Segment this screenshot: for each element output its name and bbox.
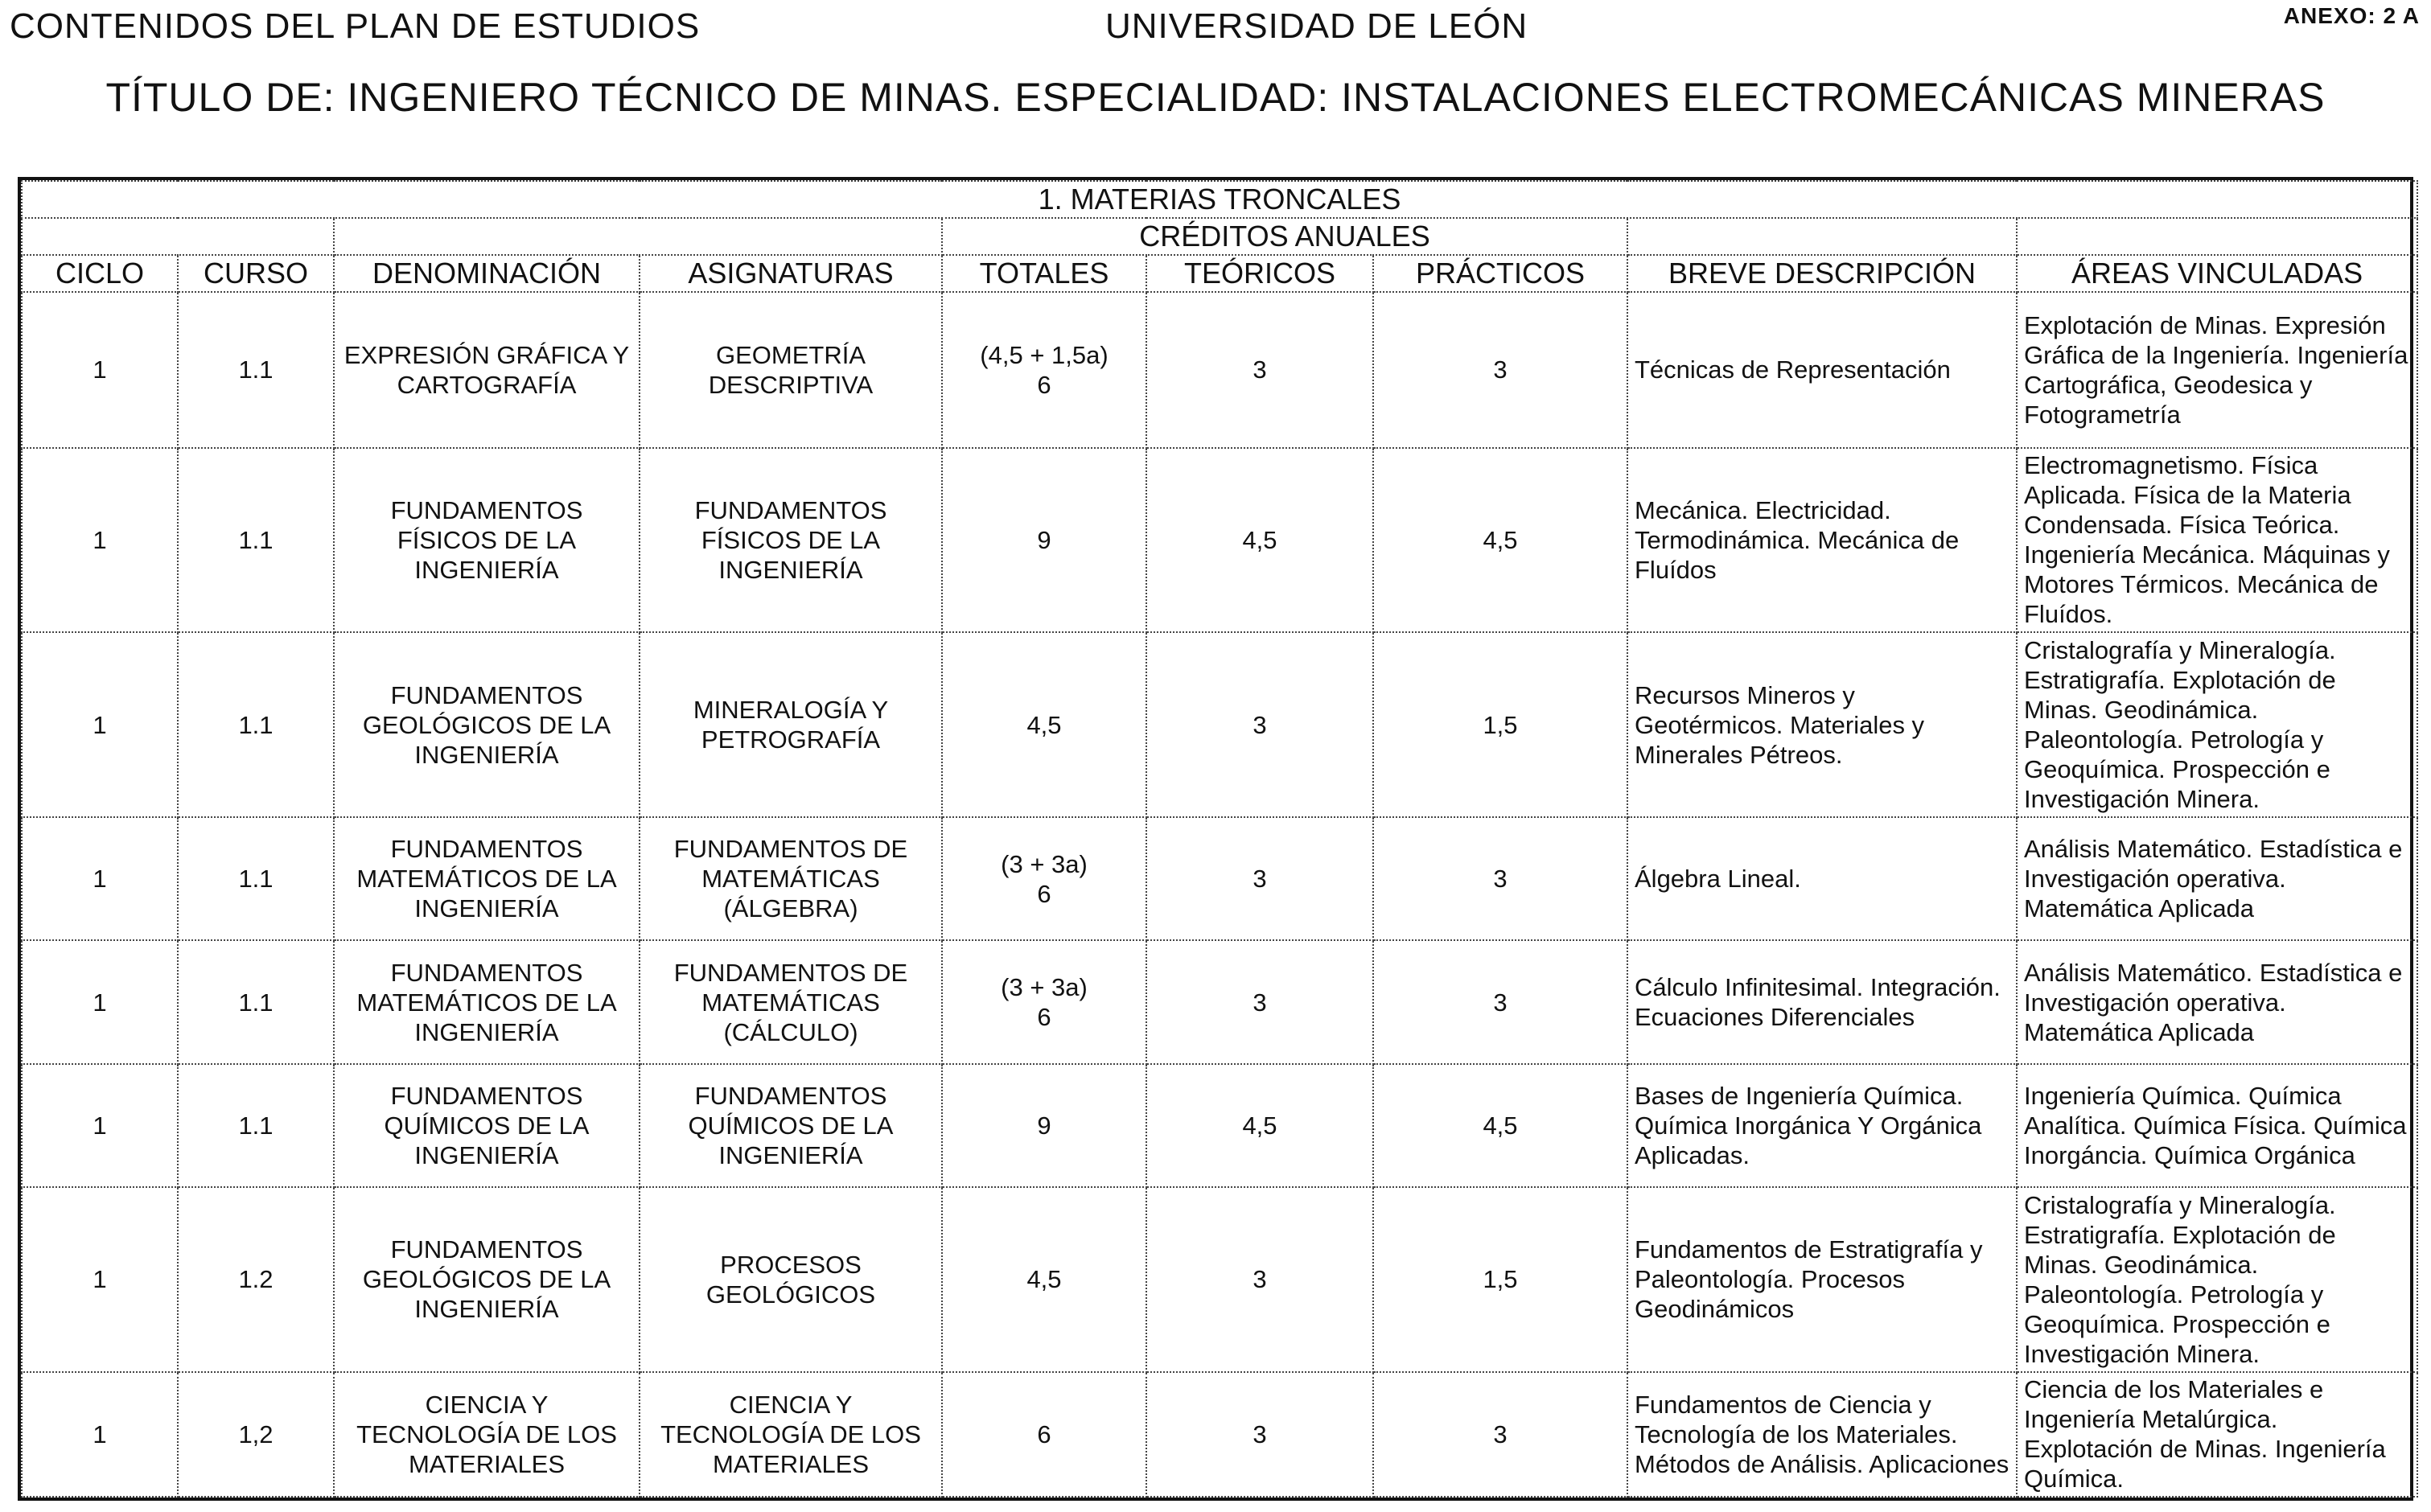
- ciclo-cell: 1: [22, 940, 178, 1063]
- degree-title: TÍTULO DE: INGENIERO TÉCNICO DE MINAS. ESPECIALIDAD: INSTALACIONES ELECTROMECÁNICAS MINERAS: [105, 75, 2326, 120]
- asignatura-cell: FUNDAMENTOS FÍSICOS DE LA INGENIERÍA: [640, 448, 942, 633]
- teoricos-cell: 3: [1146, 292, 1373, 448]
- ciclo-cell: 1: [22, 1187, 178, 1372]
- teoricos-cell: 4,5: [1146, 1064, 1373, 1187]
- col-header-denominacion: DENOMINACIÓN: [334, 255, 640, 292]
- asignatura-cell: CIENCIA Y TECNOLOGÍA DE LOS MATERIALES: [640, 1372, 942, 1497]
- descripcion-cell: Bases de Ingeniería Química. Química Inorgánica Y Orgánica Aplicadas.: [1627, 1064, 2017, 1187]
- totales-line-1: (3 + 3a): [1001, 973, 1088, 1002]
- curso-cell: 1,2: [178, 1372, 334, 1497]
- curso-cell: 1.1: [178, 817, 334, 940]
- totales-cell: [942, 632, 1146, 817]
- totales-cell: [942, 1064, 1146, 1187]
- col-header-descripcion: BREVE DESCRIPCIÓN: [1627, 255, 2017, 292]
- curriculum-table: [21, 180, 2418, 1498]
- asignatura-cell: FUNDAMENTOS DE MATEMÁTICAS (CÁLCULO): [640, 940, 942, 1063]
- teoricos-cell: 4,5: [1146, 448, 1373, 633]
- table-row: [22, 940, 2417, 1063]
- table-row: [22, 1372, 2417, 1497]
- denominacion-cell: FUNDAMENTOS MATEMÁTICOS DE LA INGENIERÍA: [334, 940, 640, 1063]
- practicos-cell: 3: [1373, 940, 1627, 1063]
- areas-cell: Ingeniería Química. Química Analítica. Química Física. Química Inorgáncia. Química Orgánica: [2017, 1064, 2417, 1187]
- denominacion-cell: EXPRESIÓN GRÁFICA Y CARTOGRAFÍA: [334, 292, 640, 448]
- ciclo-cell: 1: [22, 1064, 178, 1187]
- table-row: [22, 292, 2417, 448]
- blank-cell: [2017, 218, 2417, 255]
- asignatura-cell: FUNDAMENTOS QUÍMICOS DE LA INGENIERÍA: [640, 1064, 942, 1187]
- asignatura-cell: PROCESOS GEOLÓGICOS: [640, 1187, 942, 1372]
- practicos-cell: 1,5: [1373, 632, 1627, 817]
- areas-cell: Cristalografía y Mineralogía. Estratigrafía. Explotación de Minas. Geodinámica. Paleontología. Petrología y Geoquímica. Prospección e Investigación Minera.: [2017, 1187, 2417, 1372]
- practicos-cell: 4,5: [1373, 448, 1627, 633]
- totales-cell: [942, 292, 1146, 448]
- descripcion-cell: Recursos Mineros y Geotérmicos. Materiales y Minerales Pétreos.: [1627, 632, 2017, 817]
- col-header-practicos: PRÁCTICOS: [1373, 255, 1627, 292]
- curriculum-table-frame: [18, 177, 2413, 1501]
- ciclo-cell: 1: [22, 292, 178, 448]
- areas-cell: Cristalografía y Mineralogía. Estratigrafía. Explotación de Minas. Geodinámica. Paleontología. Petrología y Geoquímica. Prospección e Investigación Minera.: [2017, 632, 2417, 817]
- col-header-totales: TOTALES: [942, 255, 1146, 292]
- col-header-areas: ÁREAS VINCULADAS: [2017, 255, 2417, 292]
- asignatura-cell: MINERALOGÍA Y PETROGRAFÍA: [640, 632, 942, 817]
- blank-cell: [22, 218, 334, 255]
- blank-cell: [1627, 218, 2017, 255]
- table-row: [22, 817, 2417, 940]
- denominacion-cell: FUNDAMENTOS QUÍMICOS DE LA INGENIERÍA: [334, 1064, 640, 1187]
- descripcion-cell: Fundamentos de Estratigrafía y Paleontología. Procesos Geodinámicos: [1627, 1187, 2017, 1372]
- col-header-curso: CURSO: [178, 255, 334, 292]
- ciclo-cell: 1: [22, 448, 178, 633]
- totales-line-1: 4,5: [1026, 710, 1062, 739]
- totales-line-1: (4,5 + 1,5a): [980, 340, 1109, 369]
- teoricos-cell: 3: [1146, 1372, 1373, 1497]
- practicos-cell: 1,5: [1373, 1187, 1627, 1372]
- curso-cell: 1.1: [178, 1064, 334, 1187]
- blank-cell: [334, 218, 942, 255]
- curso-cell: 1.1: [178, 940, 334, 1063]
- areas-cell: Análisis Matemático. Estadística e Investigación operativa. Matemática Aplicada: [2017, 940, 2417, 1063]
- denominacion-cell: FUNDAMENTOS GEOLÓGICOS DE LA INGENIERÍA: [334, 1187, 640, 1372]
- section-row: [22, 181, 2417, 218]
- descripcion-cell: Fundamentos de Ciencia y Tecnología de los Materiales. Métodos de Análisis. Aplicaciones: [1627, 1372, 2017, 1497]
- totales-cell: [942, 940, 1146, 1063]
- totales-line-1: 9: [1037, 525, 1051, 554]
- denominacion-cell: FUNDAMENTOS GEOLÓGICOS DE LA INGENIERÍA: [334, 632, 640, 817]
- descripcion-cell: Cálculo Infinitesimal. Integración. Ecuaciones Diferenciales: [1627, 940, 2017, 1063]
- asignatura-cell: GEOMETRÍA DESCRIPTIVA: [640, 292, 942, 448]
- practicos-cell: 4,5: [1373, 1064, 1627, 1187]
- col-header-ciclo: CICLO: [22, 255, 178, 292]
- teoricos-cell: 3: [1146, 1187, 1373, 1372]
- totales-line-1: 6: [1037, 1420, 1051, 1448]
- descripcion-cell: Mecánica. Electricidad. Termodinámica. Mecánica de Fluídos: [1627, 448, 2017, 633]
- curso-cell: 1.1: [178, 632, 334, 817]
- table-row: [22, 1187, 2417, 1372]
- totales-cell: [942, 1187, 1146, 1372]
- descripcion-cell: Técnicas de Representación: [1627, 292, 2017, 448]
- table-row: [22, 448, 2417, 633]
- descripcion-cell: Álgebra Lineal.: [1627, 817, 2017, 940]
- practicos-cell: 3: [1373, 817, 1627, 940]
- column-header-row: [22, 255, 2417, 292]
- areas-cell: Electromagnetismo. Física Aplicada. Física de la Materia Condensada. Física Teórica. Ingeniería Mecánica. Máquinas y Motores Térmicos. Mecánica de Fluídos.: [2017, 448, 2417, 633]
- curso-cell: 1.1: [178, 292, 334, 448]
- totales-cell: [942, 817, 1146, 940]
- table-row: [22, 632, 2417, 817]
- teoricos-cell: 3: [1146, 940, 1373, 1063]
- document-header-left: CONTENIDOS DEL PLAN DE ESTUDIOS: [10, 6, 701, 46]
- denominacion-cell: FUNDAMENTOS FÍSICOS DE LA INGENIERÍA: [334, 448, 640, 633]
- university-name: UNIVERSIDAD DE LEÓN: [1105, 6, 1528, 46]
- areas-cell: Ciencia de los Materiales e Ingeniería Metalúrgica. Explotación de Minas. Ingeniería Química.: [2017, 1372, 2417, 1497]
- practicos-cell: 3: [1373, 1372, 1627, 1497]
- areas-cell: Explotación de Minas. Expresión Gráfica de la Ingeniería. Ingeniería Cartográfica, Geodesica y Fotogrametría: [2017, 292, 2417, 448]
- totales-line-2: 6: [1037, 879, 1051, 908]
- asignatura-cell: FUNDAMENTOS DE MATEMÁTICAS (ÁLGEBRA): [640, 817, 942, 940]
- denominacion-cell: CIENCIA Y TECNOLOGÍA DE LOS MATERIALES: [334, 1372, 640, 1497]
- ciclo-cell: 1: [22, 632, 178, 817]
- curso-cell: 1.1: [178, 448, 334, 633]
- areas-cell: Análisis Matemático. Estadística e Investigación operativa. Matemática Aplicada: [2017, 817, 2417, 940]
- section-title: 1. MATERIAS TRONCALES: [22, 181, 2417, 218]
- curso-cell: 1.2: [178, 1187, 334, 1372]
- credits-group-header: CRÉDITOS ANUALES: [942, 218, 1627, 255]
- totales-cell: [942, 1372, 1146, 1497]
- totales-line-2: 6: [1037, 1003, 1051, 1032]
- credits-group-row: [22, 218, 2417, 255]
- totales-line-1: 9: [1037, 1111, 1051, 1140]
- denominacion-cell: FUNDAMENTOS MATEMÁTICOS DE LA INGENIERÍA: [334, 817, 640, 940]
- ciclo-cell: 1: [22, 1372, 178, 1497]
- table-row: [22, 1064, 2417, 1187]
- totales-line-2: 6: [1037, 370, 1051, 399]
- totales-cell: [942, 448, 1146, 633]
- ciclo-cell: 1: [22, 817, 178, 940]
- col-header-teoricos: TEÓRICOS: [1146, 255, 1373, 292]
- teoricos-cell: 3: [1146, 632, 1373, 817]
- col-header-asignaturas: ASIGNATURAS: [640, 255, 942, 292]
- annex-label: ANEXO: 2 A: [2283, 3, 2420, 28]
- totales-line-1: 4,5: [1026, 1265, 1062, 1294]
- totales-line-1: (3 + 3a): [1001, 849, 1088, 878]
- teoricos-cell: 3: [1146, 817, 1373, 940]
- practicos-cell: 3: [1373, 292, 1627, 448]
